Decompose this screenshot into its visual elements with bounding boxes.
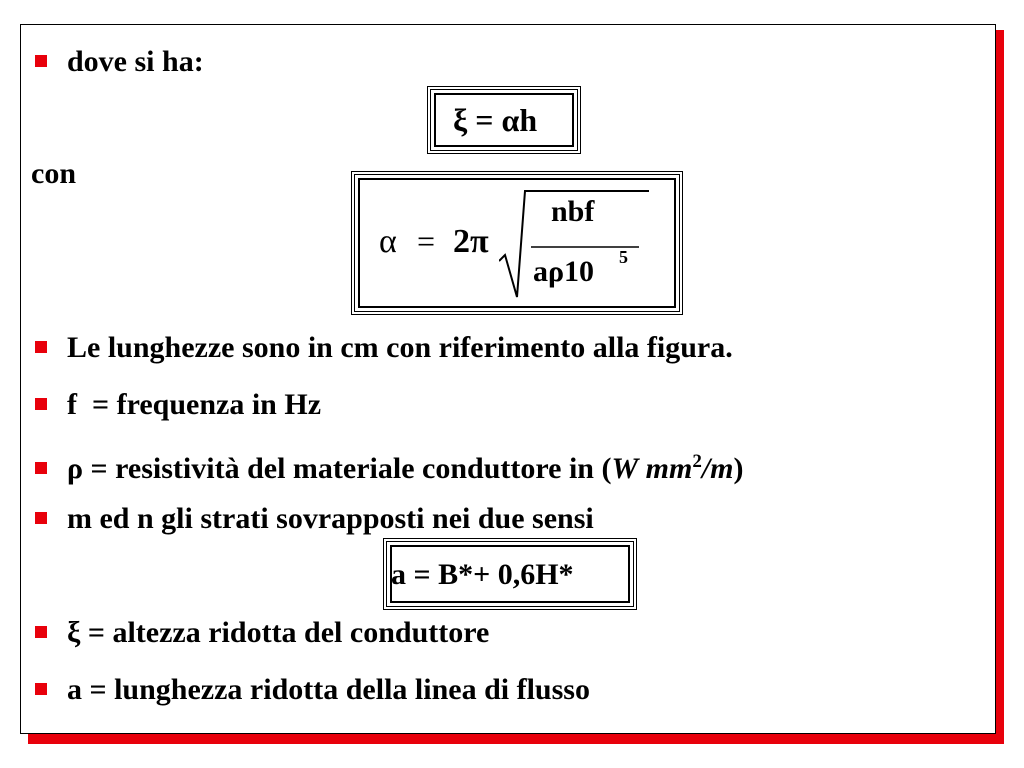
equation-box-alpha (351, 171, 683, 315)
slide (20, 24, 996, 734)
bullet-text: ξ = altezza ridotta del conduttore (67, 616, 490, 649)
square-bullet-icon (35, 683, 47, 695)
bullet-text: m ed n gli strati sovrapposti nei due sensi (67, 502, 594, 535)
unit-w: W (611, 452, 639, 485)
bullet-text: f = frequenza in Hz (67, 388, 322, 421)
fraction-denominator: aρ10 (533, 255, 595, 288)
alpha-symbol: α (379, 223, 397, 260)
square-bullet-icon (35, 462, 47, 474)
bullet-item-lunghezza-ridotta (35, 673, 590, 707)
square-bullet-icon (35, 512, 47, 524)
unit-superscript: 2 (692, 451, 702, 472)
unit-mm: mm (645, 452, 693, 485)
square-bullet-icon (35, 398, 47, 410)
square-bullet-icon (35, 341, 47, 353)
bullet-item-altezza (35, 616, 489, 650)
bullet-item-frequenza (35, 388, 321, 422)
bullet-text-prefix: ρ = resistività del materiale conduttore in ( (67, 452, 612, 485)
bullet-text-suffix: ) (733, 452, 744, 485)
bullet-text: a = lunghezza ridotta della linea di flusso (67, 673, 590, 706)
square-bullet-icon (35, 626, 47, 638)
unit-per-m: /m (701, 452, 734, 485)
equals-sign: = (417, 223, 436, 259)
bullet-item-dove (35, 45, 204, 79)
fraction-numerator: nbf (551, 195, 595, 228)
con-label: con (31, 157, 76, 190)
bullet-item-resistivita (35, 445, 743, 486)
bullet-text: dove si ha: (67, 45, 204, 78)
equation-xi: ξ = αh (453, 102, 538, 138)
square-bullet-icon (35, 55, 47, 67)
fraction-exponent: 5 (619, 247, 628, 267)
bullet-item-lunghezze (35, 331, 733, 365)
equation-box-xi (427, 86, 581, 154)
bullet-item-strati (35, 502, 594, 536)
bullet-text: Le lunghezze sono in cm con riferimento alla figura. (67, 331, 733, 364)
equation-box-a (383, 538, 637, 610)
coefficient-2pi: 2π (453, 223, 489, 260)
equation-a: a = B*+ 0,6H* (391, 558, 574, 591)
